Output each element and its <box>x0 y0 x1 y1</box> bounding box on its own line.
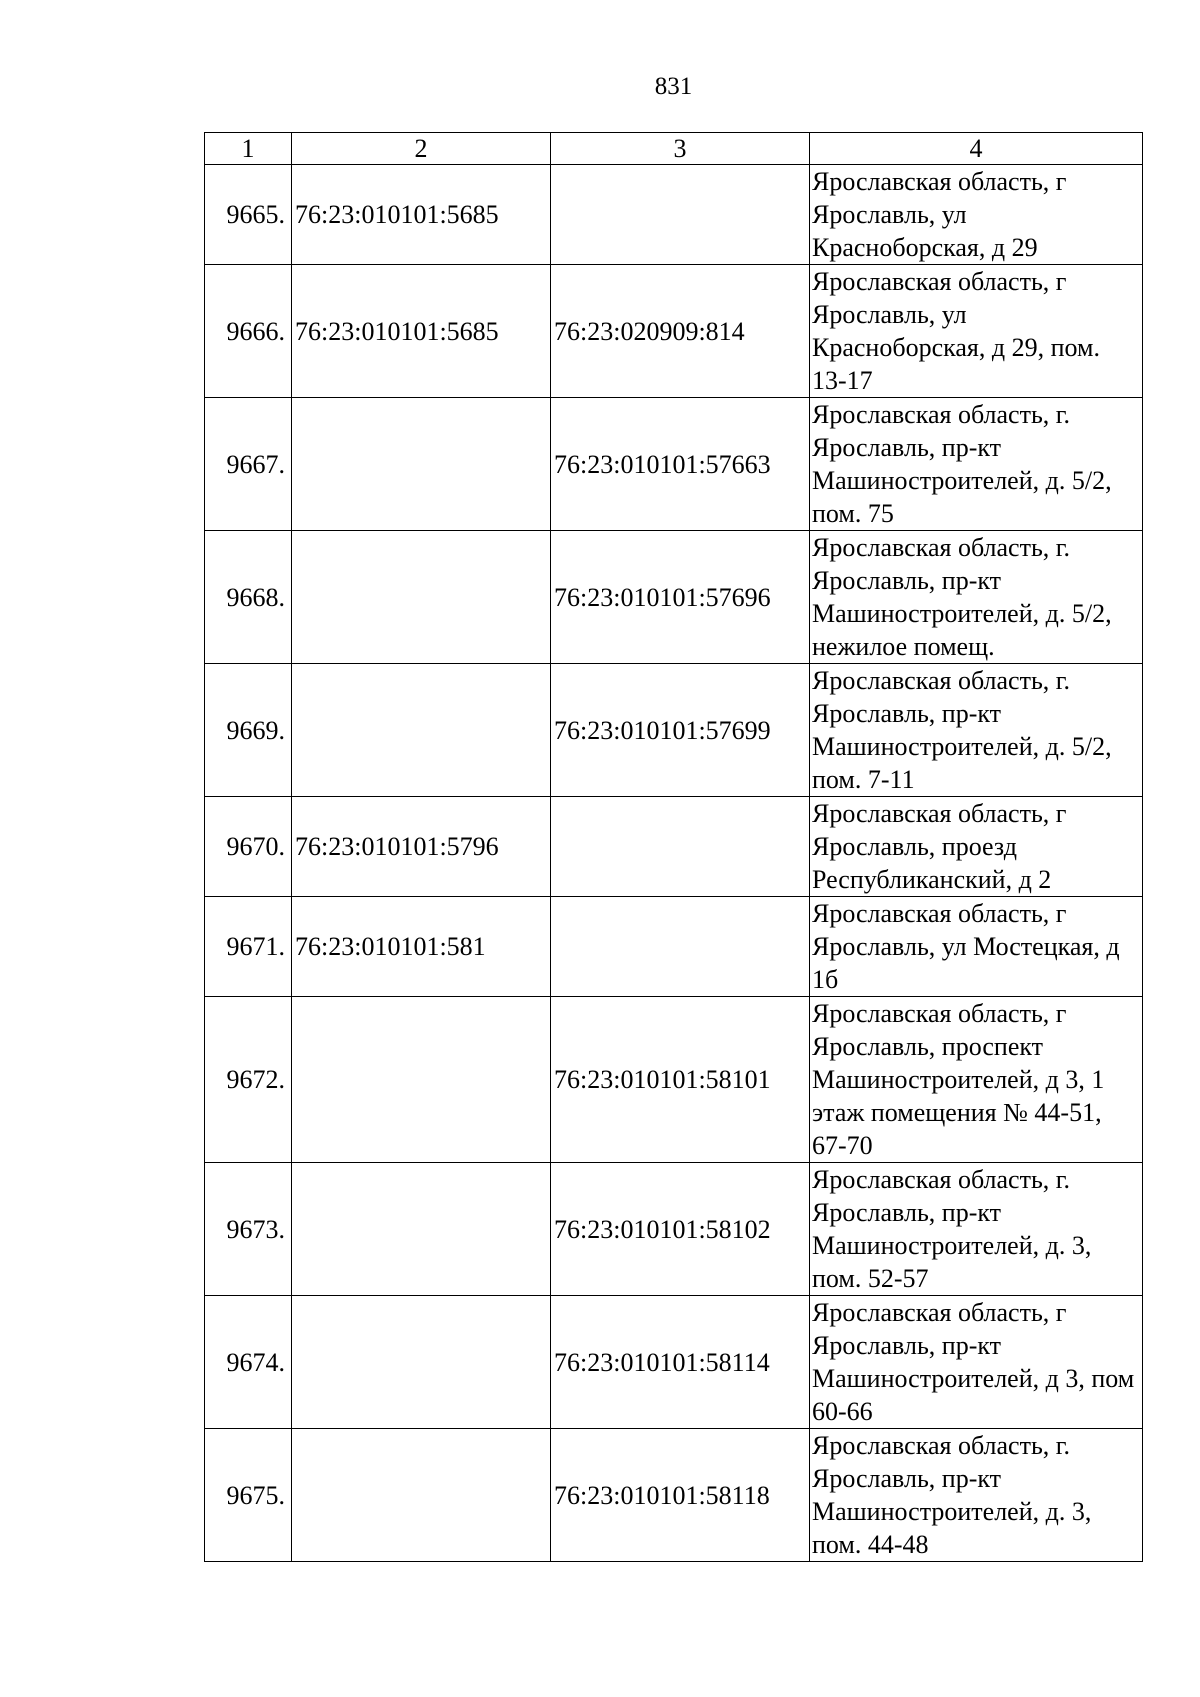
premises-cadastral-number: 76:23:010101:57696 <box>551 531 810 664</box>
row-number: 9673. <box>205 1163 292 1296</box>
cadastral-number <box>292 1163 551 1296</box>
row-number: 9675. <box>205 1429 292 1562</box>
row-number: 9667. <box>205 398 292 531</box>
address: Ярославская область, г. Ярославль, пр-кт Машиностроителей, д. 5/2, пом. 7-11 <box>810 664 1143 797</box>
address: Ярославская область, г Ярославль, ул Красноборская, д 29, пом. 13-17 <box>810 265 1143 398</box>
premises-cadastral-number <box>551 797 810 897</box>
row-number: 9674. <box>205 1296 292 1429</box>
row-number: 9665. <box>205 165 292 265</box>
premises-cadastral-number <box>551 165 810 265</box>
address: Ярославская область, г. Ярославль, пр-кт Машиностроителей, д. 3, пом. 52-57 <box>810 1163 1143 1296</box>
table-row <box>205 897 1143 997</box>
address: Ярославская область, г. Ярославль, пр-кт Машиностроителей, д. 5/2, пом. 75 <box>810 398 1143 531</box>
address: Ярославская область, г Ярославль, пр-кт Машиностроителей, д 3, пом 60-66 <box>810 1296 1143 1429</box>
cadastral-number: 76:23:010101:5685 <box>292 265 551 398</box>
table-row <box>205 797 1143 897</box>
cadastral-number: 76:23:010101:5685 <box>292 165 551 265</box>
address: Ярославская область, г Ярославль, ул Мостецкая, д 1б <box>810 897 1143 997</box>
cadastral-number <box>292 398 551 531</box>
table-row <box>205 398 1143 531</box>
premises-cadastral-number: 76:23:010101:58101 <box>551 997 810 1163</box>
table-row <box>205 531 1143 664</box>
table-row <box>205 664 1143 797</box>
row-number: 9666. <box>205 265 292 398</box>
address: Ярославская область, г Ярославль, ул Красноборская, д 29 <box>810 165 1143 265</box>
column-header: 3 <box>551 133 810 165</box>
cadastral-number <box>292 531 551 664</box>
premises-cadastral-number: 76:23:020909:814 <box>551 265 810 398</box>
column-header: 4 <box>810 133 1143 165</box>
premises-cadastral-number: 76:23:010101:57699 <box>551 664 810 797</box>
cadastral-number: 76:23:010101:581 <box>292 897 551 997</box>
premises-cadastral-number: 76:23:010101:57663 <box>551 398 810 531</box>
registry-table <box>204 132 1143 1562</box>
table-row <box>205 165 1143 265</box>
cadastral-number <box>292 664 551 797</box>
row-number: 9671. <box>205 897 292 997</box>
cadastral-number: 76:23:010101:5796 <box>292 797 551 897</box>
address: Ярославская область, г. Ярославль, пр-кт Машиностроителей, д. 3, пом. 44-48 <box>810 1429 1143 1562</box>
address: Ярославская область, г Ярославль, проезд Республиканский, д 2 <box>810 797 1143 897</box>
premises-cadastral-number: 76:23:010101:58118 <box>551 1429 810 1562</box>
column-header: 2 <box>292 133 551 165</box>
address: Ярославская область, г. Ярославль, пр-кт Машиностроителей, д. 5/2, нежилое помещ. <box>810 531 1143 664</box>
table-row <box>205 1296 1143 1429</box>
cadastral-number <box>292 1296 551 1429</box>
row-number: 9672. <box>205 997 292 1163</box>
premises-cadastral-number <box>551 897 810 997</box>
premises-cadastral-number: 76:23:010101:58102 <box>551 1163 810 1296</box>
row-number: 9668. <box>205 531 292 664</box>
premises-cadastral-number: 76:23:010101:58114 <box>551 1296 810 1429</box>
cadastral-number <box>292 997 551 1163</box>
table-row <box>205 1429 1143 1562</box>
table-row <box>205 997 1143 1163</box>
column-header: 1 <box>205 133 292 165</box>
cadastral-number <box>292 1429 551 1562</box>
table-row <box>205 265 1143 398</box>
row-number: 9670. <box>205 797 292 897</box>
row-number: 9669. <box>205 664 292 797</box>
address: Ярославская область, г Ярославль, проспект Машиностроителей, д 3, 1 этаж помещения № 44-51, 67-70 <box>810 997 1143 1163</box>
table-row <box>205 1163 1143 1296</box>
table-header-row <box>205 133 1143 165</box>
page-number: 831 <box>654 73 693 100</box>
